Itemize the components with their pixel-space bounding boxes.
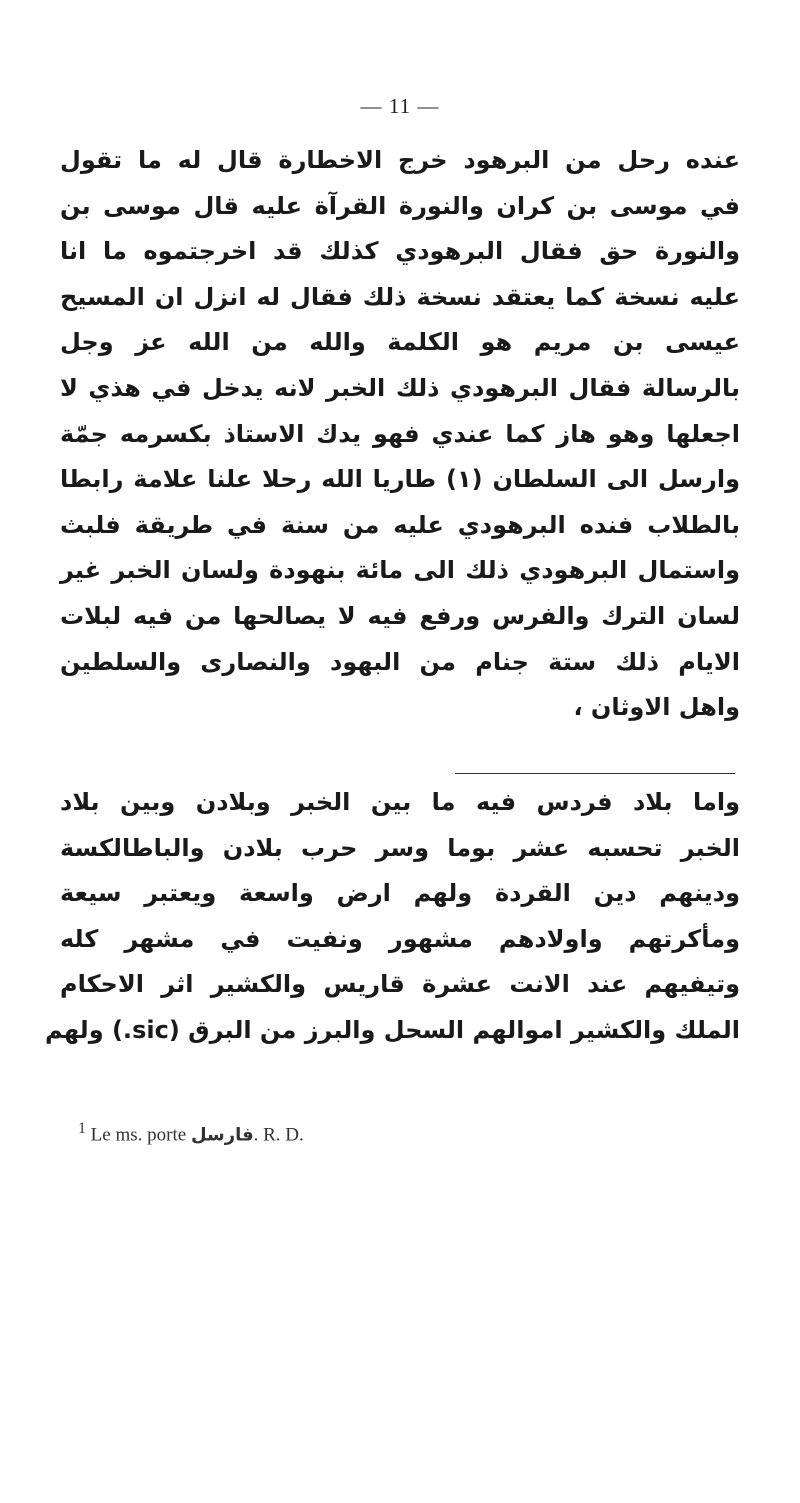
text-line: ومأكرتهم واولادهم مشهور ونفيت في مشهر كله: [60, 924, 740, 953]
text-line: عنده رحل من البرهود خرج الاخطارة قال له ما تقول: [60, 146, 740, 174]
paragraph-1: [60, 138, 740, 731]
footnote: [78, 1120, 304, 1146]
text-line: واهل الاوثان ،: [573, 693, 740, 722]
text-line: وارسل الى السلطان (١) طاريا الله رحلا علنا علامة رابطا: [60, 465, 740, 494]
text-line: وتيفيهم عند الانت عشرة قاريس والكشير اثر الاحكام: [60, 970, 740, 999]
text-line: بالرسالة فقال البرهودي ذلك الخبر لانه يدخل في هذي لا: [60, 373, 740, 402]
text-line: لسان الترك والفرس ورفع فيه لا يصالحها من فيه لبلات: [60, 601, 740, 630]
text-line: ودينهم دين القردة ولهم ارض واسعة ويعتبر سيعة: [60, 879, 740, 908]
text-line: الخبر تحسبه عشر بوما وسر حرب بلادن والباطالكسة: [60, 833, 740, 862]
page-number: — 11 —: [360, 94, 440, 118]
footnote-arabic-word: فارسل: [190, 1124, 254, 1146]
footnote-marker: 1: [78, 1120, 86, 1137]
text-line: واما بلاد فردس فيه ما بين الخبر وبلادن وبين بلاد: [60, 788, 740, 816]
text-line: في موسى بن كران والنورة القرآة عليه قال موسى بن: [60, 191, 740, 220]
paragraph-2: [45, 780, 740, 1054]
text-line: عليه نسخة كما يعتقد نسخة ذلك فقال له انزل ان المسيح: [60, 282, 740, 311]
text-line: والنورة حق فقال البرهودي كذلك قد اخرجتموه ما انا: [60, 237, 740, 266]
footnote-text-before: Le ms. porte: [90, 1124, 191, 1146]
text-line: بالطلاب فنده البرهودي عليه من سنة في طريقة فلبث: [60, 510, 740, 539]
text-line: واستمال البرهودي ذلك الى مائة بنهودة ولسان الخبر غير: [60, 556, 740, 585]
text-line: الملك والكشير اموالهم السحل والبرز من البرق (sic.) ولهم: [45, 1015, 740, 1044]
text-line: عيسى بن مريم هو الكلمة والله من الله عز وجل: [60, 328, 740, 357]
text-line: اجعلها وهو هاز كما عندي فهو يدك الاستاذ بكسرمه جمّة: [60, 419, 740, 448]
footnote-text-after: . R. D.: [253, 1124, 304, 1146]
text-line: الايام ذلك ستة جنام من البهود والنصارى والسلطين: [60, 647, 740, 676]
section-separator: [455, 773, 735, 774]
